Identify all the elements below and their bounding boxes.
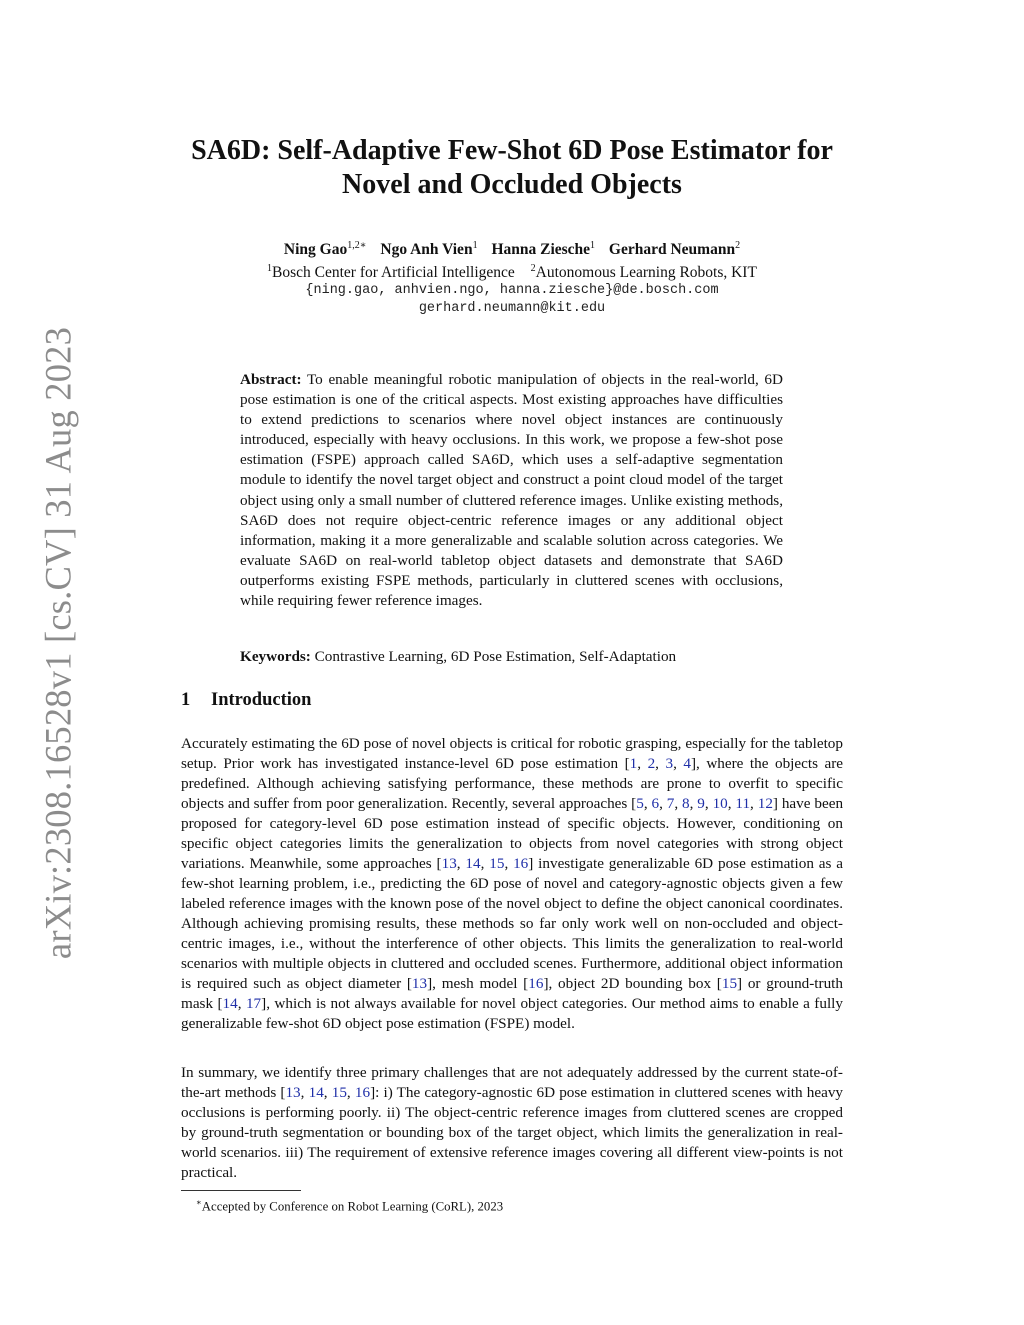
citation-link[interactable]: 9 — [697, 795, 705, 812]
section-heading — [181, 690, 311, 711]
citation-link[interactable]: 5 — [636, 795, 644, 812]
citation-link[interactable]: 13 — [285, 1084, 301, 1101]
intro-paragraph-1: Accurately estimating the 6D pose of novel objects is critical for robotic grasping, especially for the tabletop setup. Prior work has investigated instance-level 6D pose estimation [1, 2, 3, 4], where the objects are predefined. Although achieving satisfying performance, these methods are prone to overfit to specific objects and suffer from poor generalization. Recently, several approaches [5, 6, 7, 8, 9, 10, 11, 12] have been proposed for category-level 6D pose estimation instead of specific objects. However, conditioning on specific object categories limits the generalization to objects from novel categories with strong object variations. Meanwhile, some approaches [13, 14, 15, 16] investigate generalizable 6D pose estimation as a few-shot learning problem, i.e., predicting the 6D pose of novel and category-agnostic objects given a few labeled reference images with the known pose of the novel object to define the object canonical coordinates. Although achieving promising results, these methods so far only work well on non-occluded and object-centric images, i.e., without the interference of other objects. This limits the generalization to real-world scenarios with multiple objects in cluttered and occluded scenes. Furthermore, additional object information is required such as object diameter [13], mesh model [16], object 2D bounding box [15] or ground-truth mask [14, 17], which is not always available for novel object categories. Our method aims to enable a fully generalizable few-shot 6D object pose estimation (FSPE) model. — [181, 735, 844, 1032]
citation-link[interactable]: 16 — [354, 1084, 371, 1101]
citation-link[interactable]: 1 — [629, 755, 638, 772]
citation-link[interactable]: 4 — [683, 755, 691, 772]
citation-link[interactable]: 16 — [528, 975, 544, 992]
email-line-1: {ning.gao, anhvien.ngo, hanna.ziesche}@de.bosch.com — [305, 283, 719, 299]
author-list — [120, 236, 904, 259]
citation-link[interactable]: 14 — [222, 995, 238, 1012]
title-line-1: SA6D: Self-Adaptive Few-Shot 6D Pose Estimator for — [191, 135, 833, 166]
citation-link[interactable]: 10 — [712, 795, 728, 812]
author: Hanna Ziesche$^1$ — [491, 240, 596, 259]
paper-title — [120, 134, 904, 202]
footnote-text: Accepted by Conference on Robot Learning (CoRL), 2023 — [201, 1199, 504, 1214]
email-line-2: gerhard.neumann@kit.edu — [418, 301, 606, 317]
abstract-label: Abstract: — [240, 371, 302, 388]
citation-link[interactable]: 6 — [651, 795, 660, 812]
footnote-marker: ∗ — [196, 1197, 202, 1207]
author-block — [120, 236, 904, 318]
affiliations — [120, 259, 904, 282]
citation-link[interactable]: 15 — [721, 975, 738, 992]
affiliation: $^2$Autonomous Learning Robots, KIT — [530, 263, 757, 282]
affiliation: $^1$Bosch Center for Artificial Intelligence — [267, 263, 515, 282]
title-line-2: Novel and Occluded Objects — [342, 169, 682, 200]
author: Ning Gao$^{1,2∗}$ — [283, 240, 367, 259]
abstract-text: To enable meaningful robotic manipulation of objects in the real-world, 6D pose estimation is one of the critical aspects. Most existing approaches have difficulties to extend predictions to scenarios where novel object instances are continuously introduced, especially with heavy occlusions. In this work, we propose a few-shot pose estimation (FSPE) approach called SA6D, which uses a self-adaptive segmentation module to identify the novel target object and construct a point cloud model of the target object using only a small number of cluttered reference images. Unlike existing methods, SA6D does not require object-centric reference images or any additional object information, making it a more generalizable and scalable solution across categories. We evaluate SA6D on real-world tabletop object datasets and demonstrate that SA6D outperforms existing FSPE methods, particularly in cluttered scenes with occlusions, while requiring fewer reference images. — [240, 371, 783, 610]
citation-link[interactable]: 17 — [245, 995, 262, 1012]
abstract — [240, 370, 783, 611]
citation-link[interactable]: 7 — [666, 795, 675, 812]
section-number: 1 — [181, 690, 191, 710]
citation-link[interactable]: 14 — [465, 855, 481, 872]
keywords-text: Contrastive Learning, 6D Pose Estimation, Self-Adaptation — [314, 648, 677, 665]
citation-link[interactable]: 15 — [331, 1084, 347, 1101]
citation-link[interactable]: 12 — [757, 795, 773, 812]
citation-link[interactable]: 13 — [411, 975, 428, 992]
citation-link[interactable]: 11 — [735, 795, 751, 812]
footnote-rule — [181, 1190, 301, 1191]
citation-link[interactable]: 15 — [489, 855, 505, 872]
citation-link[interactable]: 2 — [647, 755, 656, 772]
footnote — [196, 1193, 503, 1215]
author: Gerhard Neumann$^2$ — [608, 240, 741, 259]
keywords-label: Keywords: — [240, 648, 311, 665]
citation-link[interactable]: 3 — [665, 755, 674, 772]
arxiv-identifier: arXiv:2308.16528v1 [cs.CV] 31 Aug 2023 — [37, 326, 79, 960]
author: Ngo Anh Vien$^1$ — [380, 240, 478, 259]
citation-link[interactable]: 13 — [441, 855, 457, 872]
citation-link[interactable]: 16 — [513, 855, 529, 872]
keywords — [240, 647, 800, 667]
intro-paragraph-2: In summary, we identify three primary challenges that are not adequately addressed by the current state-of-the-art methods [13, 14, 15, 16]: i) The category-agnostic 6D pose estimation in cluttered scenes with heavy occlusions is performing poorly. ii) The object-centric reference images from cluttered scenes are cropped by ground-truth segmentation or bounding box of the target object, which limits the generalization in real-world scenarios. iii) The requirement of extensive reference images covering all different view-points is not practical. — [181, 1064, 844, 1181]
citation-link[interactable]: 14 — [308, 1084, 324, 1101]
citation-link[interactable]: 8 — [682, 795, 690, 812]
section-title: Introduction — [211, 690, 312, 710]
